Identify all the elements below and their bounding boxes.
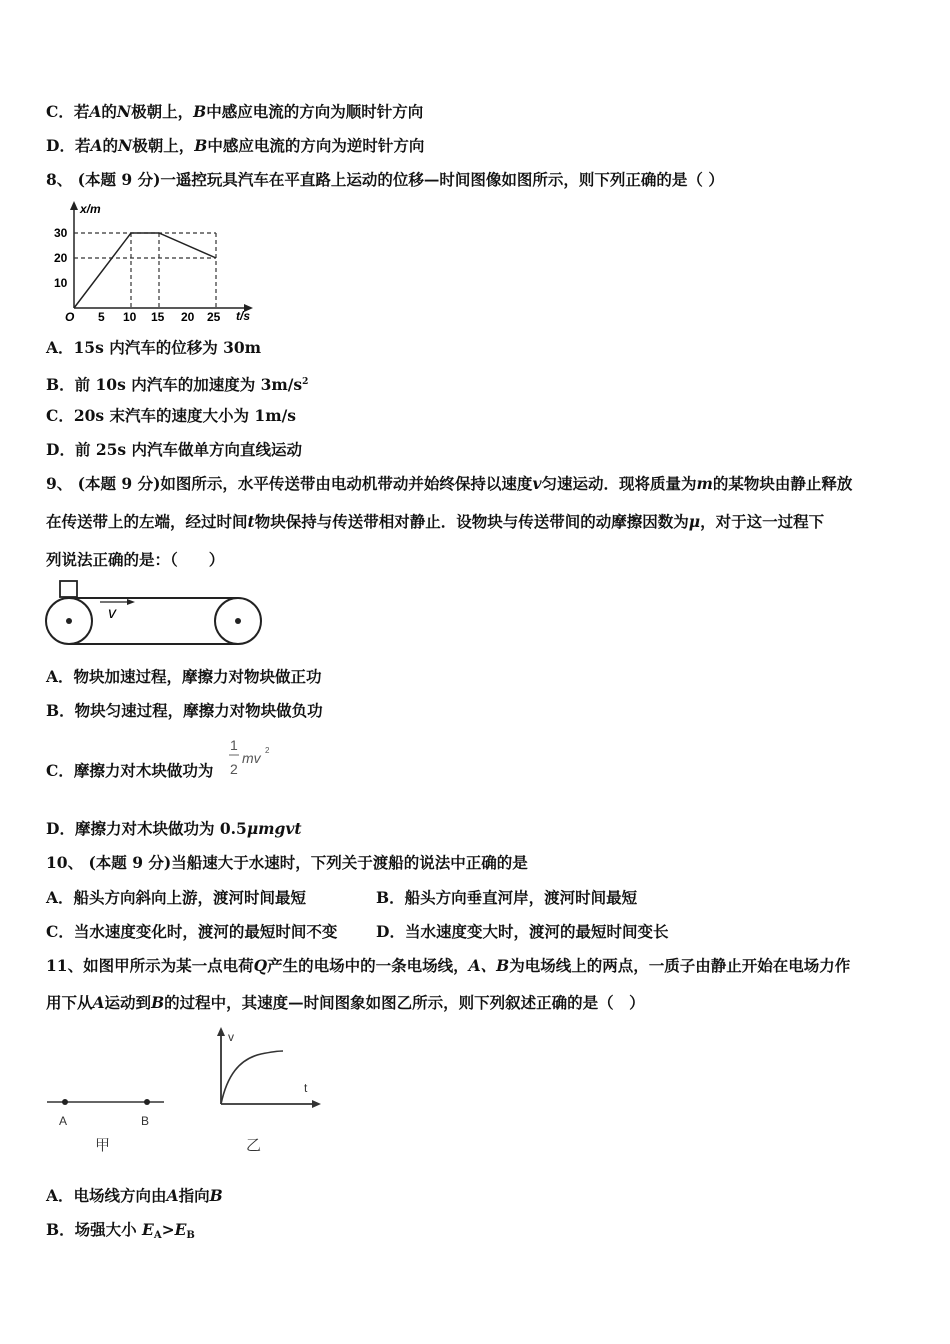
q8-option-a: A．15s 内汽车的位移为 30m (46, 338, 262, 357)
x-axis-label: t/s (236, 309, 251, 323)
q8-option-c: C．20s 末汽车的速度大小为 1m/s (46, 406, 296, 425)
q8-stem: 8、 (本题 9 分)一遥控玩具汽车在平直路上运动的位移—时间图像如图所示，则下列正确的是（ ） (46, 170, 724, 189)
block (60, 581, 77, 597)
y-tick-20: 20 (54, 251, 68, 265)
q9-option-b: B．物块匀速过程，摩擦力对物块做负功 (46, 701, 323, 720)
point-a (62, 1099, 68, 1105)
vt-curve (221, 1051, 283, 1104)
figure-jia-caption: 甲 (95, 1137, 111, 1154)
y-tick-10: 10 (54, 276, 68, 290)
q8-option-d: D．前 25s 内汽车做单方向直线运动 (46, 440, 303, 459)
x-tick-20: 20 (181, 310, 195, 324)
q9-stem-line1: 9、 (本题 9 分)如图所示，水平传送带由电动机带动并始终保持以速度v匀速运动．现将质量为m的某物块由静止释放 (46, 474, 853, 493)
q9-option-d: D．摩擦力对木块做功为 0.5μmgvt (46, 819, 302, 838)
q10-option-a: A．船头方向斜向上游，渡河时间最短 (46, 888, 307, 907)
x-tick-10: 10 (123, 310, 137, 324)
q10-option-b: B．船头方向垂直河岸，渡河时间最短 (376, 888, 638, 907)
q9-conveyor-diagram (42, 578, 266, 650)
q11-figure-jia (44, 1090, 174, 1160)
xt-curve (74, 233, 216, 308)
q9-option-a: A．物块加速过程，摩擦力对物块做正功 (46, 667, 322, 686)
t-axis-arrow (312, 1100, 321, 1108)
q10-stem: 10、 (本题 9 分)当船速大于水速时，下列关于渡船的说法中正确的是 (46, 853, 528, 872)
q10-option-c: C．当水速度变化时，渡河的最短时间不变 (46, 922, 338, 941)
q9-stem-line3: 列说法正确的是：（ ） (46, 550, 225, 569)
q7-option-d: D．若A的N极朝上，B中感应电流的方向为逆时针方向 (46, 136, 425, 155)
x-tick-5: 5 (98, 310, 105, 324)
y-axis-label: x/m (80, 202, 101, 216)
point-b-label: B (141, 1114, 150, 1128)
q11-stem-line2: 用下从A运动到B的过程中，其速度—时间图象如图乙所示，则下列叙述正确的是（ ） (46, 993, 645, 1012)
left-pulley-axle (66, 618, 72, 624)
y-axis-arrow (70, 201, 78, 210)
fraction-expression: mv (242, 750, 261, 766)
q9-option-c: C．摩擦力对木块做功为 (46, 761, 214, 780)
point-b (144, 1099, 150, 1105)
x-tick-15: 15 (151, 310, 165, 324)
q7-option-c: C．若A的N极朝上，B中感应电流的方向为顺时针方向 (46, 102, 424, 121)
point-a-label: A (59, 1114, 68, 1128)
x-tick-25: 25 (207, 310, 221, 324)
q11-figure-yi (205, 1026, 335, 1154)
figure-yi-caption: 乙 (246, 1137, 262, 1154)
t-axis-label: t (304, 1081, 308, 1095)
origin-label: O (65, 310, 75, 324)
q11-option-a: A．电场线方向由A指向B (46, 1186, 223, 1205)
q10-option-d: D．当水速度变大时，渡河的最短时间变长 (376, 922, 669, 941)
y-tick-30: 30 (54, 226, 68, 240)
fraction-numerator: 1 (230, 737, 238, 753)
q8-option-b: B．前 10s 内汽车的加速度为 $3m/s^2$ (46, 375, 309, 394)
q11-option-b: B．场强大小 $E_A>E_B$ (46, 1220, 195, 1241)
q11-stem-line1: 11、如图甲所示为某一点电荷Q产生的电场中的一条电场线，A、B为电场线上的两点，一质子由静止开始在电场力作 (46, 956, 851, 975)
right-pulley-axle (235, 618, 241, 624)
q8-xt-graph (50, 196, 260, 326)
fraction-exponent: 2 (265, 746, 270, 755)
v-axis-label: v (228, 1030, 234, 1044)
q9-stem-line2: 在传送带上的左端，经过时间t物块保持与传送带相对静止．设物块与传送带间的动摩擦因数为μ，对于这一过程下 (46, 512, 825, 531)
velocity-arrowhead (127, 599, 135, 605)
fraction-denominator: 2 (230, 761, 238, 777)
q9-option-c-fraction (228, 734, 278, 784)
v-axis-arrow (217, 1027, 225, 1036)
velocity-label: v (108, 605, 116, 622)
